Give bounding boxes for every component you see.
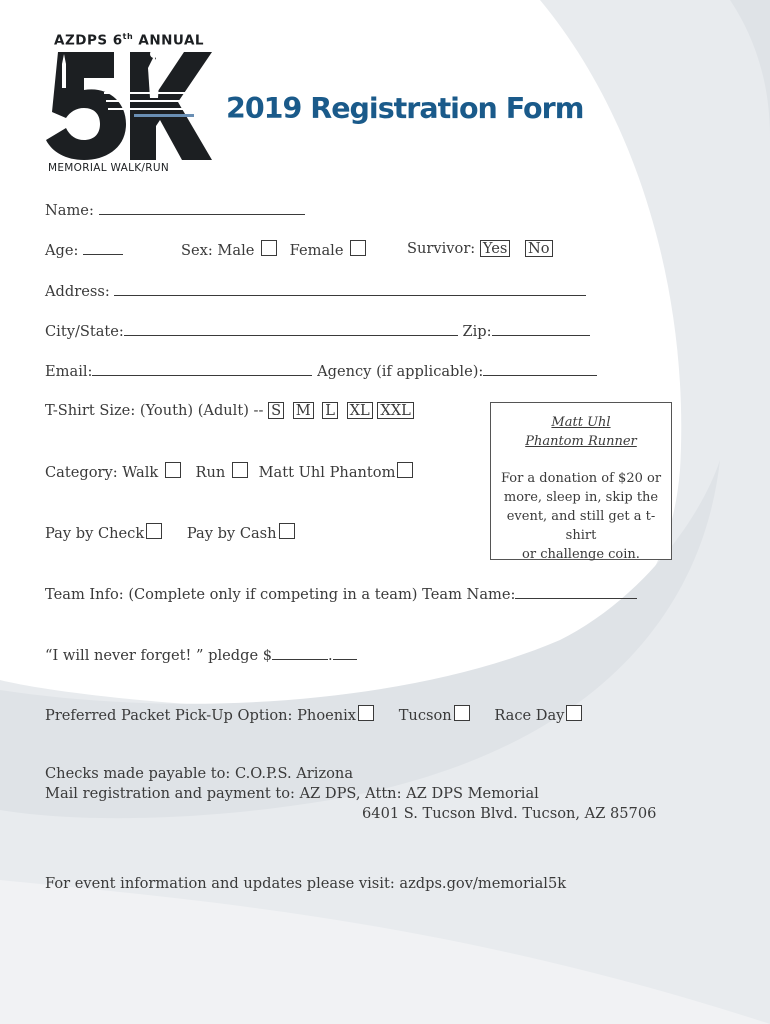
name-label: Name:: [45, 202, 94, 219]
pickup-row: [45, 705, 582, 724]
agency-field[interactable]: [483, 361, 597, 376]
tshirt-row: [45, 402, 414, 419]
phantom-box-description: For a donation of $20 or more, sleep in, skip the event, and still get a t-shirt or challenge coin.: [500, 471, 662, 562]
category-phantom-label: Matt Uhl Phantom: [258, 464, 396, 481]
phantom-box-title: Matt Uhl Phantom Runner: [525, 415, 637, 449]
pickup-tucson-label: Tucson: [398, 707, 452, 724]
name-field[interactable]: [99, 200, 305, 215]
category-walk-checkbox[interactable]: [165, 462, 181, 478]
survivor-no-option[interactable]: No: [525, 240, 553, 257]
email-field[interactable]: [92, 361, 312, 376]
address-field[interactable]: [114, 281, 586, 296]
team-label: Team Info: (Complete only if competing in a team) Team Name:: [45, 586, 516, 603]
tshirt-label: T-Shirt Size: (Youth) (Adult) --: [45, 402, 264, 419]
team-name-field[interactable]: [515, 584, 637, 599]
mail-address-text: 6401 S. Tucson Blvd. Tucson, AZ 85706: [362, 805, 657, 822]
pledge-cents-field[interactable]: [333, 645, 357, 660]
size-m-option[interactable]: M: [293, 402, 314, 419]
city-state-field[interactable]: [124, 321, 458, 336]
category-run-checkbox[interactable]: [232, 462, 248, 478]
sex-female-checkbox[interactable]: [350, 240, 366, 256]
pledge-dollars-field[interactable]: [272, 645, 328, 660]
age-label: Age:: [45, 242, 79, 259]
logo-top-text: AZDPS 6th ANNUAL: [54, 32, 205, 49]
pickup-phoenix-checkbox[interactable]: [358, 705, 374, 721]
pickup-phoenix-label: Preferred Packet Pick-Up Option: Phoenix: [45, 707, 357, 724]
sex-group: [181, 240, 366, 259]
size-xxl-option[interactable]: XXL: [377, 402, 413, 419]
zip-label: Zip:: [462, 323, 492, 340]
checks-payable-text: Checks made payable to: C.O.P.S. Arizona: [45, 765, 354, 782]
survivor-group: [407, 240, 553, 257]
pay-cash-label: Pay by Cash: [186, 525, 277, 542]
category-phantom-checkbox[interactable]: [397, 462, 413, 478]
size-s-option[interactable]: S: [268, 402, 284, 419]
pickup-raceday-label: Race Day: [494, 707, 565, 724]
email-label: Email:: [45, 363, 93, 380]
email-row: [45, 361, 597, 380]
size-xl-option[interactable]: XL: [347, 402, 373, 419]
sex-female-label: Female: [289, 242, 344, 259]
pay-check-checkbox[interactable]: [146, 523, 162, 539]
city-state-row: [45, 321, 590, 340]
event-logo: [44, 30, 216, 176]
pledge-label: “I will never forget! ” pledge $: [45, 647, 273, 664]
address-label: Address:: [45, 283, 110, 300]
category-row: [45, 462, 413, 481]
pickup-raceday-checkbox[interactable]: [566, 705, 582, 721]
pay-check-label: Pay by Check: [45, 525, 145, 542]
zip-field[interactable]: [492, 321, 590, 336]
category-run-label: Run: [195, 464, 226, 481]
logo-5k-graphic: [44, 48, 216, 162]
logo-bottom-text: MEMORIAL WALK/RUN: [48, 162, 169, 174]
event-info-text: For event information and updates please visit: azdps.gov/memorial5k: [45, 875, 567, 892]
survivor-yes-option[interactable]: Yes: [480, 240, 511, 257]
name-row: [45, 200, 305, 219]
pay-cash-checkbox[interactable]: [279, 523, 295, 539]
address-row: [45, 281, 586, 300]
survivor-label: Survivor:: [407, 240, 476, 257]
mail-to-text: Mail registration and payment to: AZ DPS, Attn: AZ DPS Memorial: [45, 785, 539, 802]
pledge-row: “I will never forget! ” pledge $ .: [45, 645, 357, 664]
phantom-runner-box: [490, 402, 672, 560]
form-title: 2019 Registration Form: [226, 92, 584, 125]
age-field[interactable]: [83, 240, 123, 255]
sex-male-label: Sex: Male: [181, 242, 255, 259]
city-state-label: City/State:: [45, 323, 124, 340]
team-row: [45, 584, 637, 603]
size-l-option[interactable]: L: [322, 402, 338, 419]
payment-row: [45, 523, 295, 542]
category-walk-label: Category: Walk: [45, 464, 159, 481]
sex-male-checkbox[interactable]: [261, 240, 277, 256]
pickup-tucson-checkbox[interactable]: [454, 705, 470, 721]
agency-label: Agency (if applicable):: [317, 363, 484, 380]
age-row: [45, 240, 123, 259]
